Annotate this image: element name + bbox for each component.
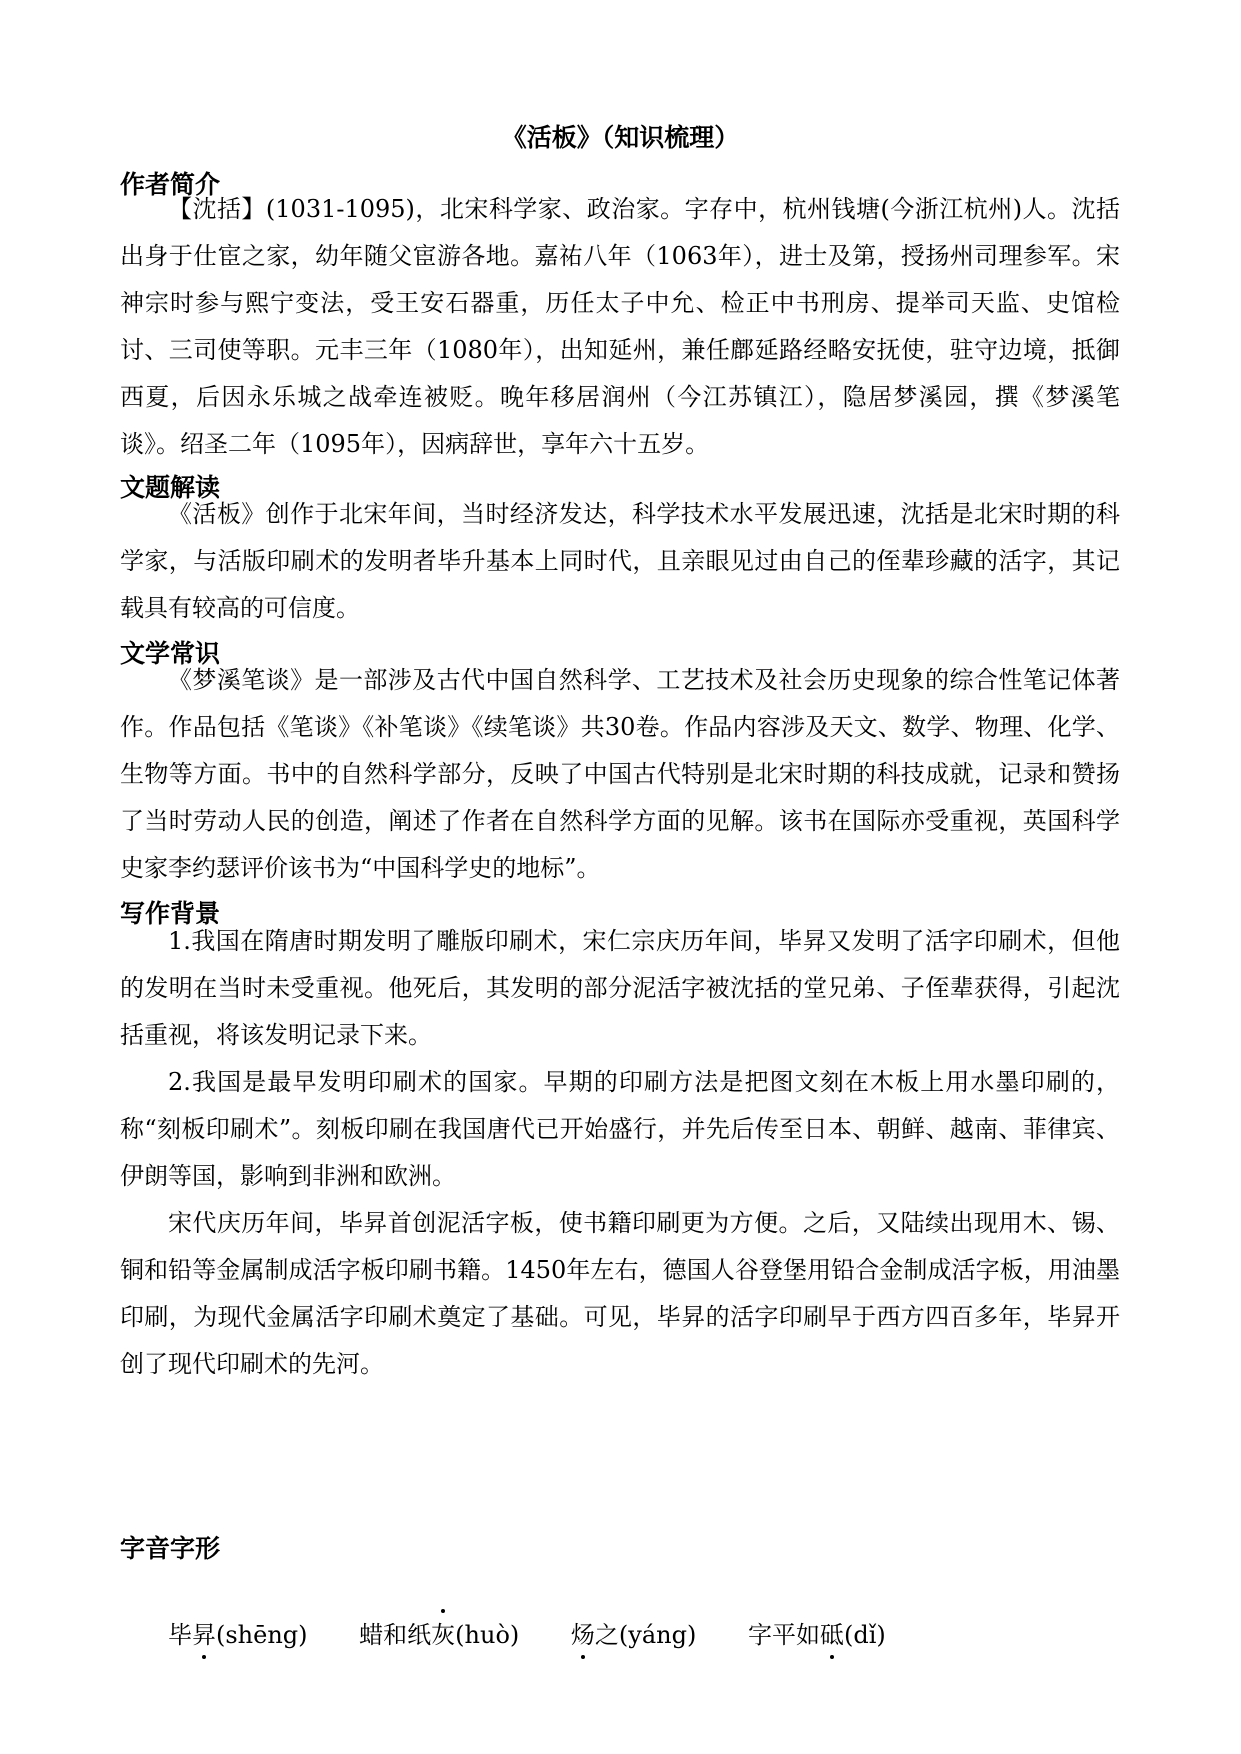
pronunciation-item: 炀之(yáng) xyxy=(571,1621,696,1649)
heading-background: 写作背景 xyxy=(120,899,221,928)
emphasis-char: 炀 xyxy=(571,1615,595,1650)
emphasis-char: 昇 xyxy=(192,1615,216,1650)
pronunciation-item: 字平如砥(dǐ) xyxy=(748,1621,886,1649)
heading-title-interpretation: 文题解读 xyxy=(120,473,221,502)
pronunciation-item: 蜡和纸灰(huò) xyxy=(359,1621,519,1649)
literary-knowledge-paragraph: 《梦溪笔谈》是一部涉及古代中国自然科学、工艺技术及社会历史现象的综合性笔记体著作。作品包括《笔谈》《补笔谈》《续笔谈》共30卷。作品内容涉及天文、数学、物理、化学、生物等方面。书中的自然科学部分，反映了中国古代特别是北宋时期的科技成就，记录和赞扬了当时劳动人民的创造，阐述了作者在自然科学方面的见解。该书在国际亦受重视，英国科学史家李约瑟评价该书为“中国科学史的地标”。 xyxy=(120,666,1120,882)
background-paragraph-1: 1.我国在隋唐时期发明了雕版印刷术，宋仁宗庆历年间，毕昇又发明了活字印刷术，但他的发明在当时未受重视。他死后，其发明的部分泥活字被沈括的堂兄弟、子侄辈获得，引起沈括重视，将该发明记录下来。 xyxy=(120,927,1120,1049)
page-title: 《活板》（知识梳理） xyxy=(501,123,740,152)
heading-literary-knowledge: 文学常识 xyxy=(120,639,221,668)
title-interpretation-paragraph: 《活板》创作于北宋年间，当时经济发达，科学技术水平发展迅速，沈括是北宋时期的科学家，与活版印刷术的发明者毕升基本上同时代，且亲眼见过由自己的侄辈珍藏的活字，其记载具有较高的可信度。 xyxy=(120,500,1120,622)
heading-author: 作者简介 xyxy=(120,170,221,199)
background-paragraph-3: 宋代庆历年间，毕昇首创泥活字板，使书籍印刷更为方便。之后，又陆续出现用木、锡、铜和铅等金属制成活字板印刷书籍。1450年左右，德国人谷登堡用铅合金制成活字板，用油墨印刷，为现代金属活字印刷术奠定了基础。可见，毕昇的活字印刷早于西方四百多年，毕昇开创了现代印刷术的先河。 xyxy=(120,1209,1120,1378)
emphasis-char: 灰 xyxy=(431,1615,455,1650)
pronunciation-list xyxy=(168,1615,930,1650)
heading-pronunciation: 字音字形 xyxy=(120,1534,221,1563)
background-paragraph-2: 2.我国是最早发明印刷术的国家。早期的印刷方法是把图文刻在木板上用水墨印刷的，称“刻板印刷术”。刻板印刷在我国唐代已开始盛行，并先后传至日本、朝鲜、越南、菲律宾、伊朗等国，影响到非洲和欧洲。 xyxy=(120,1068,1120,1190)
emphasis-char: 砥 xyxy=(820,1615,844,1650)
pronunciation-item: 毕昇(shēng) xyxy=(168,1621,308,1649)
author-paragraph: 【沈括】(1031-1095)，北宋科学家、政治家。字存中，杭州钱塘(今浙江杭州)人。沈括出身于仕宦之家，幼年随父宦游各地。嘉祐八年（1063年），进士及第，授扬州司理参军。宋神宗时参与熙宁变法，受王安石器重，历任太子中允、检正中书刑房、提举司天监、史馆检讨、三司使等职。元丰三年（1080年），出知延州，兼任鄜延路经略安抚使，驻守边境，抵御西夏，后因永乐城之战牵连被贬。晚年移居润州（今江苏镇江），隐居梦溪园，撰《梦溪笔谈》。绍圣二年（1095年），因病辞世，享年六十五岁。 xyxy=(120,195,1120,458)
